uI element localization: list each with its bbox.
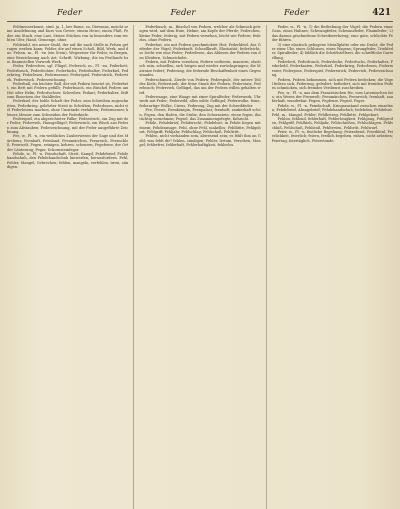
entry-paragraph: Federschmuck, Zierde von Federn; Federspule, der untere Teil des Kiels; Federstaub, der feine Staub der Federn; Federstutz, Federbusch; Federvieh, Geflügel, das um der Federn willen gehalten wird. (139, 77, 261, 95)
page-number: 421 (372, 8, 391, 18)
entry-paragraph: Fehlen, fehlend, fehlerhaft, Fehlerlosigkeit, Fehlgang, Fehlgreifen, Fehlgriff, Fehlhieb, Fehljahr, Fehlschießen, Fehlschlagen, Fehlschluß, Fehlschuß, Fehlstoß, Fehltreten, Fehltritt, Fehlwurf. (271, 116, 393, 130)
entry-paragraph: Federn, mit Federn versehen, Federn verlieren, mausern; elastisch sein, schnellen, sich biegen und wieder zurückspringen; die Matratze federt; Federung, die federnde Beschaffenheit eines Gegenstandes. (139, 60, 261, 78)
column-right (272, 25, 393, 509)
entry-paragraph: Fehde, w., Pl. -n, Feindschaft, Kriegszustand zwischen einzelnen; Fehdebrief, Absagebrief; Fehdehandschuh; befehden, Fehdelust. Fehl, m., Mangel, Fehler; Fehlbetrag, Fehlbitte, Fehlgeburt. (271, 103, 393, 117)
column-left (7, 25, 128, 509)
entry-paragraph: Federhut, ein mit Federn geschmückter Hut; Federkleid, das Gefieder der Vögel; Federkraft, Schnellkraft, Elastizität; federleicht, so leicht wie eine Feder; Federlesen, das Ablesen der Federn von den Kleidern, Schmeichelei. (139, 42, 261, 60)
column-middle (139, 25, 260, 509)
entry-paragraph: Feder, Federchen, sgl. Flügel, Federsch, m., Pl. -en, Federbett, Federbusch, Federfechter, Federfuchs, Federhalter, Federkiel, Federkrieg, Federlesen, Federmesser, Federspiel, Federstrich, Federvieh, Federwisch, Federzeichnung. (7, 64, 129, 82)
entry-paragraph: Federball, ein leichter Ball, der mit Federn besetzt ist, Federbett, ein Bett mit Federn gefüllt; Federbusch, ein Büschel Federn am Hut oder Helm; Federfuchser, Schreiber, Pedant; Federhalter, Stift zum Einsetzen der Stahlfeder. (7, 81, 129, 99)
column-divider (266, 25, 267, 509)
right-headword: Feder (284, 8, 309, 18)
entry-paragraph: Feder, w., Pl. -n, 1) die Bedeckung der Vögel; die Federn einer Gans, eines Huhnes; Schwungfeder, Schwanzfeder, Flaumfeder; 2) das daraus geschnittene Schreibwerkzeug; eine gute, schlechte Feder führen. (271, 25, 393, 43)
entry-paragraph: Fehde, w., Pl. -n, Feindschaft, Streit, Kampf; Fehdebrief, Fehdehandschuh, den Fehdehandschuh hinwerfen, herausfordern. Fehl, Fehler, Mangel, Gebrechen; fehlen, mangeln, verfehlen, irren, sündigen. (7, 151, 129, 169)
entry-paragraph: Federbusch, m., Büschel von Federn, welcher als Schmuck getragen wird, auf dem Hute, Helme, am Kopfe der Pferde; Federchen, kleine Feder; federig, mit Federn versehen, leicht wie Federn; federlos, ohne Federn. (139, 25, 261, 43)
entry-paragraph: Feier, w., Pl. -n, festliche Begehung; Feierabend, Feierkleid, Feierlichkeit, feierlich; feiern, festlich begehen, ruhen, nicht arbeiten; Feiertag, feiertäglich, Feierstunde. (271, 130, 393, 143)
entry-paragraph: Federkiel, der hohle Schaft der Feder, zum Schreiben zugeschnitten; Federkrieg, gelehrter Streit in Schriften; Federlesen, nicht viel Federlesens machen, ohne Umstände verfahren; Federmesser, kleines Messer zum Schneiden der Federkiele. (7, 99, 129, 117)
entry-paragraph: Fehlen, nicht vorhanden sein, abwesend sein; es fehlt ihm an Geld; was fehlt dir? fehlen, sündigen; Fehler, Irrtum, Versehen, Mangel; fehlerfrei, fehlerhaft, Fehlerhaftigkeit, fehlerlos. (139, 134, 261, 148)
entry-paragraph: Feldstuhl, ein neuer Stuhl, der auf die nach Stelle in Felsen getragen werben kann; Felder, die auf einen Schoß, Bild, Werk, und das. Felsen, m., Pl. -en (ein Stein), Wegweiser für Feder, in Bergen, eine Bezeichnung nach Art, Schrift, Wirkung, die im Festlande bzw. Baumstellen Vorwerk Werk. (7, 42, 129, 64)
page-header (7, 6, 393, 22)
entry-paragraph: Fee, w., Pl. -n, aus dem Französischen fée, vom Lateinischen fata; ein Wesen der Feenwelt; Feenmärchen, Feenreich; feenhaft, zauberhaft, wunderbar. Fegen, Fegfeuer, Fegsel, Feger. (271, 90, 393, 104)
entry-paragraph: Federspiel, ein abgerichteter Falke; Federstrich, ein Zug mit der Feder; Federvieh, Hausgeflügel; Federwisch, ein Wisch aus Federn zum Abstauben; Federzeichnung, mit der Feder ausgeführte Zeichnung. (7, 116, 129, 134)
left-headword: Feder (57, 8, 82, 18)
entry-paragraph: Fee, Feerei, Feenkönigin, Feenpalast; feenhaft, zauberhaft schön. Fegen, den Boden, die Stube, den Schornstein; einen fegen, ihn tüchtig vornehmen; Fegsel, das Zusammengefegte, Kehricht. (139, 108, 261, 121)
entry-paragraph: Feldmesserkunst, stml. ju, 1, ber Rome, so. Diewmus, meicht seine Ausdehnung und Kurs von Gewer, einem Hewo, einen Fluß, Feder, ein Stuck, eine Last, Steine Stücken von in besonders vom rechten Ufer, Hand, Gemenge, ohne. (7, 25, 129, 43)
entry-paragraph: 3) eine elastisch gebogene Metallplatte oder ein Draht; die Feder einer Uhr, eines Schlosses, eines Wagens; Sprungfeder, Triebfeder, Spiralfeder; 4) bildlich die Schriftstellerei, die schriftliche Darstellung. (271, 42, 393, 60)
entry-paragraph: Fehde, Fehdebrief, Fehderecht, Fehdelust; in Fehde liegen mit einem; Fehdeansage. Fehl, ohne Fehl, makellos; Fehlbitte, Fehlgeburt, Fehlgriff, Fehljahr, Fehlschlag, Fehlschuß, Fehltritt. (139, 121, 261, 134)
entry-paragraph: Fee, w., Pl. -n, ein weibliches Zauberwesen der Sage und des Märchens; Feenhaft, Feenland, Feenmärchen, Feenreich, Feenschloß, Feenwelt. Fegen, reinigen, kehren, scheuern; Fegefeuer, der Ort der Läuterung; Feger, Schornsteinfeger. (7, 134, 129, 152)
entry-paragraph: Federwaage, eine Waage mit einer Spiralfeder; Federwerk, Uhrwerk mit Feder; Federwild, alles wilde Geflügel; Federwolke, feine, federartige Wolke, Cirrus; Federzug, Zug mit der Schreibfeder. (139, 95, 261, 108)
text-columns (7, 25, 393, 509)
entry-paragraph: Federn, Federn bekommen, sich mit Federn bedecken; die Vögel federn sich; Federung; gefedert, befiedert; sich mit fremden Federn schmücken, sich fremdes Verdienst zuschreiben. (271, 77, 393, 91)
center-headword: Feder (170, 8, 196, 18)
column-divider (133, 25, 134, 509)
entry-paragraph: Federbett, Federbusch, Federdecke, Federfuchs, Federhalter, Federheld, Federkasten, Federkiel, Federkrieg, Federlesen, Federmesser, Federpose, Federspiel, Federstrich, Federvieh, Federzeichnung. (271, 60, 393, 78)
